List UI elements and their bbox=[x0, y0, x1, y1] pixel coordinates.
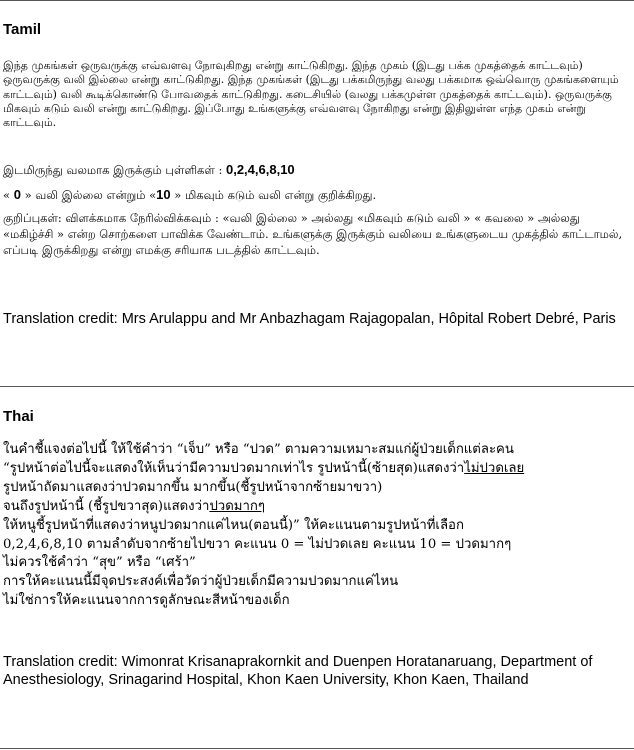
tamil-heading: Tamil bbox=[3, 21, 42, 38]
section-divider bbox=[0, 386, 634, 387]
thai-line-3: รูปหน้าถัดมาแสดงว่าปวดมากขึ้น มากขึ้น(ชี้รูปหน้าจากซ้ายมาขวา) bbox=[3, 479, 383, 495]
thai-line-2-text: “รูปหน้าต่อไปนี้จะแสดงให้เห็นว่ามีความปวดมากเท่าไร รูปหน้านี้(ซ้ายสุด)แสดงว่า bbox=[3, 460, 465, 476]
tamil-ten-value: 10 bbox=[156, 187, 171, 202]
thai-credit bbox=[3, 653, 628, 689]
tamil-credit bbox=[3, 310, 628, 328]
bottom-divider bbox=[0, 748, 634, 749]
tamil-scale-meaning bbox=[3, 188, 631, 202]
tamil-note bbox=[3, 210, 631, 272]
top-divider bbox=[0, 0, 634, 1]
thai-heading: Thai bbox=[3, 408, 34, 425]
tamil-credit-text: Translation credit: Mrs Arulappu and Mr Anbazhagam Rajagopalan, Hôpital Robert Debré, Paris bbox=[3, 311, 616, 327]
tamil-instructions bbox=[3, 59, 631, 151]
thai-line-9: ไม่ใช่การให้คะแนนจากการดูลักษณะสีหน้าของเด็ก bbox=[3, 593, 290, 609]
thai-line-4-text: จนถึงรูปหน้านี้ (ชี้รูปขวาสุด)แสดงว่า bbox=[3, 498, 210, 514]
tamil-note-text: குறிப்புகள்: விளக்கமாக நேரில்விக்கவும் : «வலி இல்லை » அல்லது «மிகவும் கடும் வலி » « கவலை » அல்லது «மகிழ்ச்சி » என்ற சொற்களை பாவிக்க வேண்டாம். உங்களுக்கு இருக்கும் வலியை உங்களுடைய முகத்தில் காட்டாமல், எப்படி இருக்கிறது என்று எமக்கு சரியாக படத்தில் காட்டவும். bbox=[3, 211, 623, 257]
thai-much-pain: ปวดมากๆ bbox=[209, 498, 265, 514]
tamil-instructions-text: இந்த முகங்கள் ஒருவருக்கு எவ்வளவு நோவுகிறது என்று காட்டுகிறது. இந்த முகம் (இடது பக்க முகத்தைக் காட்டவும்) ஒருவருக்கு வலி இல்லை என்று காட்டுகிறது. இந்த முகங்கள் (இடது பக்கமிருந்து வலது பக்கமாக ஒவ்வொரு முகங்களையும் காட்டவும்) வலி கூடிக்கொண்டு போவதைக் காட்டுகிறது. கடைசியில் (வலது பக்கமுள்ள முகத்தைக் காட்டவும்). ஒருவருக்கு மிகவும் கடும் வலி என்று காட்டுகிறது. இப்போது உங்களுக்கு எவ்வளவு நோகிறது என்று இதிலுள்ள எந்த முகம் என்று காட்டவும். bbox=[3, 59, 619, 130]
tamil-scores bbox=[3, 163, 631, 177]
thai-line-7: ไม่ควรใช้คำว่า “สุข” หรือ “เศร้า” bbox=[3, 555, 196, 571]
thai-line-4 bbox=[3, 498, 631, 517]
tamil-section bbox=[3, 21, 631, 38]
thai-line-8: การให้คะแนนนี้มีจุดประสงค์เพื่อวัดว่าผู้ป่วยเด็กมีความปวดมากแค่ไหน bbox=[3, 574, 399, 590]
thai-line-5: ให้หนูชี้รูปหน้าที่แสดงว่าหนูปวดมากแค่ไหน(ตอนนี้)” ให้คะแนนตามรูปหน้าที่เลือก bbox=[3, 517, 464, 533]
tamil-zero-text: » வலி இல்லை என்றும் « bbox=[24, 188, 157, 202]
tamil-ten-text: » மிகவும் கடும் வலி என்று குறிக்கிறது. bbox=[174, 188, 377, 202]
tamil-zero-value: 0 bbox=[13, 187, 21, 202]
tamil-quote-open: « bbox=[3, 188, 11, 202]
thai-credit-text: Translation credit: Wimonrat Krisanaprakornkit and Duenpen Horatanaruang, Department of Anesthesiology, Srinagarind Hospital, Khon Kaen University, Khon Kaen, Thailand bbox=[3, 654, 593, 688]
tamil-scores-label: இடமிருந்து வலமாக இருக்கும் புள்ளிகள் : bbox=[3, 163, 223, 177]
tamil-scores-values: 0,2,4,6,8,10 bbox=[225, 162, 295, 177]
thai-line-2 bbox=[3, 460, 631, 479]
thai-section bbox=[3, 408, 631, 425]
thai-line-6: 0,2,4,6,8,10 ตามลำดับจากซ้ายไปขวา คะแนน 0 = ไม่ปวดเลย คะแนน 10 = ปวดมากๆ bbox=[3, 536, 512, 552]
thai-no-pain: ไม่ปวดเลย bbox=[464, 460, 525, 476]
thai-line-1: ในคำชี้แจงต่อไปนี้ ให้ใช้คำว่า “เจ็บ” หรือ “ปวด” ตามความเหมาะสมแก่ผู้ป่วยเด็กแต่ละคน bbox=[3, 442, 514, 457]
thai-instructions bbox=[3, 441, 631, 611]
